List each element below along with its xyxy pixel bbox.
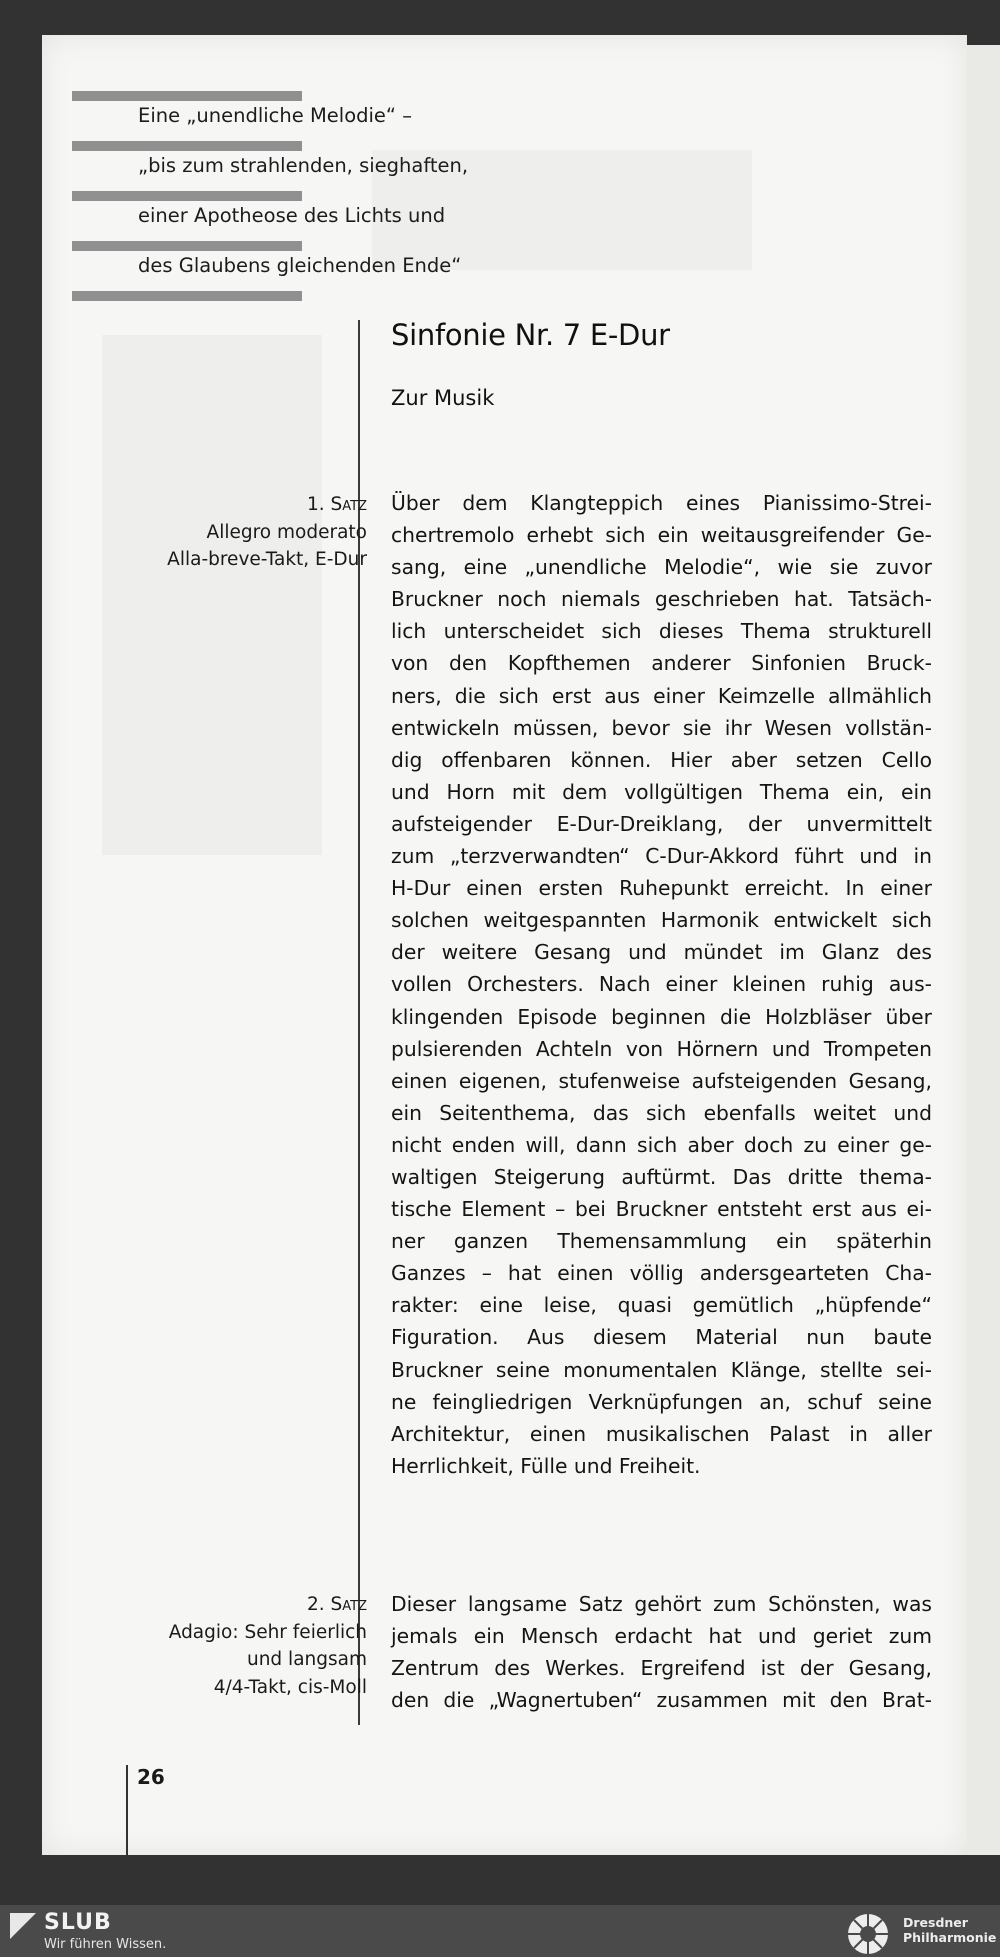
slub-logo-icon — [10, 1913, 36, 1939]
movement-2-text — [391, 1588, 932, 1716]
text-line: Architektur, einen musikalischen Palast in aller — [391, 1421, 932, 1446]
quote-text: „bis zum strahlenden, sieghaften, — [138, 154, 469, 177]
text-line: vollen Orchesters. Nach einer kleinen ruhig aus- — [391, 972, 932, 997]
text-line: der weitere Gesang und mündet im Glanz des — [391, 940, 932, 965]
text-line: ners, die sich erst aus einer Keimzelle allmählich — [391, 683, 932, 708]
text-line: den die „Wagnertuben“ zusammen mit den Brat- — [391, 1688, 932, 1713]
folio-rule — [126, 1765, 128, 1855]
pull-quote — [72, 91, 532, 303]
quote-text: Eine „unendliche Melodie“ – — [138, 104, 412, 127]
movement-1-tempo: Allegro moderato — [206, 521, 367, 543]
movement-2-label — [169, 1591, 367, 1701]
movement-2-heading: 2. Satz — [306, 1594, 367, 1615]
page-number: 26 — [137, 1765, 165, 1789]
library-name: SLUB — [44, 1910, 112, 1935]
quote-bar — [72, 91, 302, 101]
text-line: ner ganzen Themensammlung ein späterhin — [391, 1229, 932, 1254]
quote-bar — [72, 241, 302, 251]
movement-1-heading: 1. Satz — [306, 494, 367, 515]
text-line: tische Element – bei Bruckner entsteht erst aus ei- — [391, 1197, 932, 1222]
quote-text: einer Apotheose des Lichts und — [138, 204, 446, 227]
movement-2-tempo-cont: und langsam — [246, 1649, 367, 1670]
text-line: lich unterscheidet sich dieses Thema strukturell — [391, 619, 932, 644]
pull-quote-line — [72, 241, 532, 291]
pull-quote-line — [72, 191, 532, 241]
article-title: Sinfonie Nr. 7 E-Dur — [391, 318, 670, 352]
text-line: ne feingliedrigen Verknüpfungen an, schuf seine — [391, 1389, 932, 1414]
text-line: zum „terzverwandten“ C-Dur-Akkord führt und in — [391, 844, 932, 869]
partner-name: Dresdner Philharmonie — [903, 1915, 997, 1945]
movement-1-meter-key: Alla-breve-Takt, E-Dur — [167, 549, 367, 570]
movement-2-meter-key: 4/4-Takt, cis-Moll — [213, 1676, 367, 1698]
text-line: Figuration. Aus diesem Material nun baute — [391, 1325, 932, 1350]
text-line: Über dem Klangteppich eines Pianissimo-Strei- — [391, 491, 932, 515]
text-line: chertremolo erhebt sich ein weitausgreifender Ge- — [391, 523, 932, 548]
quote-bar — [72, 191, 302, 201]
quote-bar — [72, 141, 302, 151]
text-line: dig offenbaren können. Hier aber setzen Cello — [391, 747, 932, 772]
text-line: und Horn mit dem vollgültigen Thema ein, ein — [391, 779, 932, 804]
pull-quote-line — [72, 91, 532, 141]
text-line: nicht enden will, dann sich aber doch zu einer ge- — [391, 1132, 932, 1157]
text-line: Herrlichkeit, Fülle und Freiheit. — [391, 1453, 701, 1478]
text-line: jemals ein Mensch erdacht hat und geriet zum — [391, 1624, 932, 1649]
quote-text: des Glaubens gleichenden Ende“ — [138, 254, 462, 277]
text-line: sang, eine „unendliche Melodie“, wie sie zuvor — [391, 555, 932, 580]
philharmonie-logo-icon — [842, 1908, 894, 1956]
movement-1-text — [391, 487, 932, 1482]
text-line: rakter: eine leise, quasi gemütlich „hüpfende“ — [391, 1293, 932, 1318]
text-line: Ganzes – hat einen völlig andersgearteten Cha- — [391, 1261, 932, 1286]
library-tagline: Wir führen Wissen. — [44, 1937, 167, 1952]
movement-1-label — [167, 491, 367, 574]
text-line: von den Kopfthemen anderer Sinfonien Bruck- — [391, 651, 932, 676]
text-line: pulsierenden Achteln von Hörnern und Trompeten — [391, 1036, 932, 1061]
text-line: aufsteigender E-Dur-Dreiklang, der unvermittelt — [391, 811, 932, 836]
text-line: klingenden Episode beginnen die Holzbläser über — [391, 1004, 932, 1029]
text-line: H-Dur einen ersten Ruhepunkt erreicht. In einer — [391, 876, 932, 901]
article-subtitle: Zur Musik — [391, 386, 495, 410]
document-page — [42, 35, 967, 1855]
movement-2-tempo: Adagio: Sehr feierlich — [168, 1621, 367, 1643]
text-line: Bruckner seine monumentalen Klänge, stellte sei- — [391, 1357, 932, 1382]
pull-quote-line — [72, 141, 532, 191]
text-line: Bruckner noch niemals geschrieben hat. Tatsäch- — [391, 587, 932, 612]
text-line: solchen weitgespannten Harmonik entwickelt sich — [391, 908, 932, 933]
quote-bar — [72, 291, 302, 301]
text-line: ein Seitenthema, das sich ebenfalls weitet und — [391, 1100, 932, 1125]
pull-quote-line — [72, 291, 532, 303]
text-line: einen eigenen, stufenweise aufsteigenden Gesang, — [391, 1068, 932, 1093]
text-line: Dieser langsame Satz gehört zum Schönsten, was — [391, 1592, 932, 1616]
text-line: Zentrum des Werkes. Ergreifend ist der Gesang, — [391, 1656, 932, 1681]
show-through-margin — [102, 335, 322, 855]
text-line: waltigen Steigerung auftürmt. Das dritte thema- — [391, 1164, 932, 1189]
text-line: entwickeln müssen, bevor sie ihr Wesen vollstän- — [391, 715, 932, 740]
